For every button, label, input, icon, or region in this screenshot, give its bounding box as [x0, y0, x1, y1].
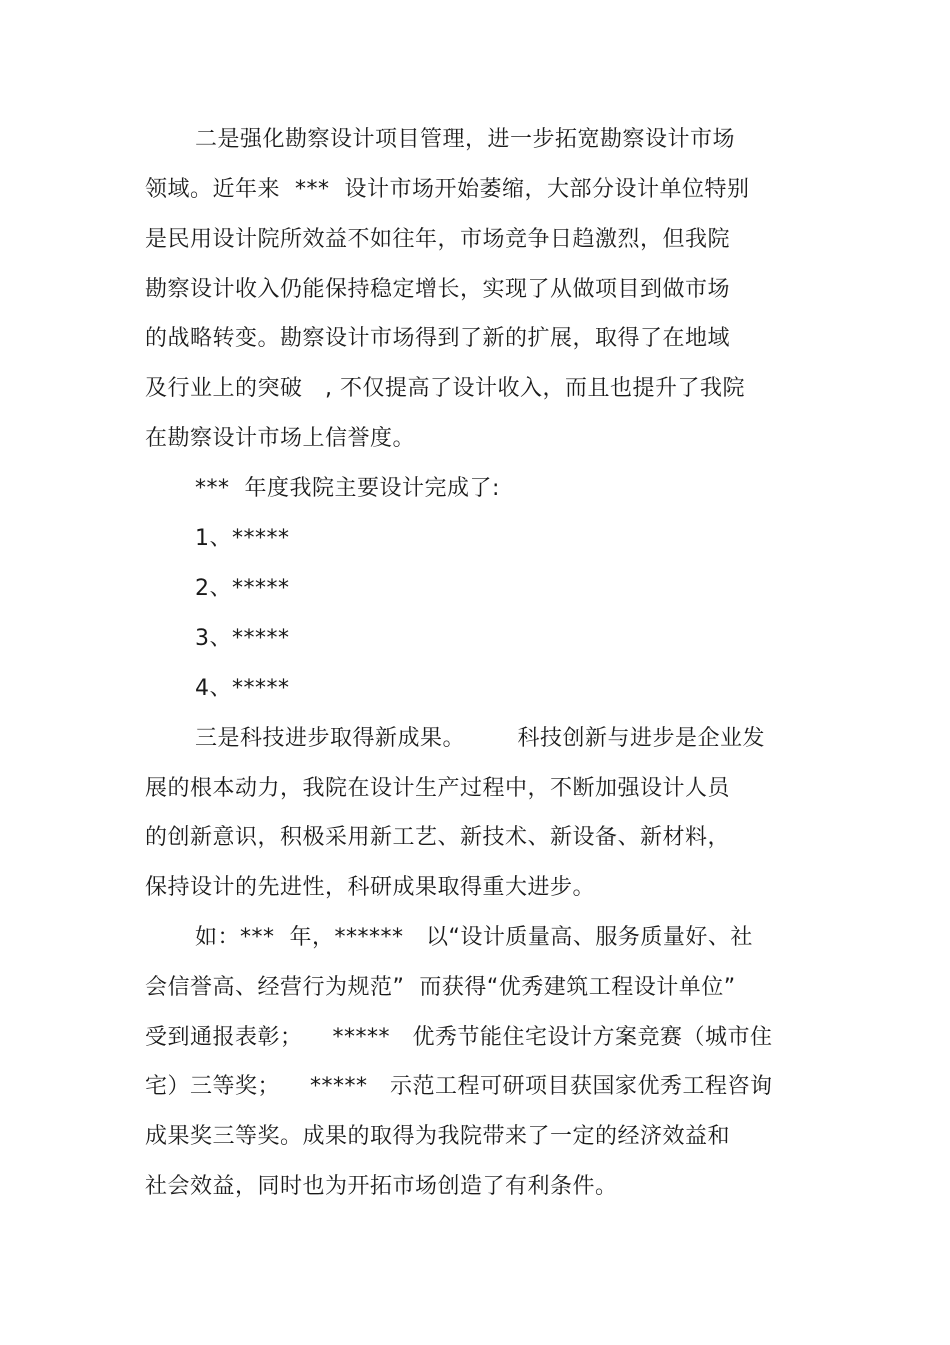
paragraph-2-line-5: 的战略转变。勘察设计市场得到了新的扩展，取得了在地域: [145, 326, 731, 351]
list-item: 3、*****: [195, 626, 290, 651]
paragraph-3-line-1: 三是科技进步取得新成果。 科技创新与进步是企业发: [195, 726, 765, 751]
paragraph-2-line-3: 是民用设计院所效益不如往年，市场竞争日趋激烈，但我院: [145, 227, 731, 252]
list-item: 2、*****: [195, 576, 290, 601]
paragraph-3-line-3: 的创新意识，积极采用新工艺、新技术、新设备、新材料，: [145, 825, 731, 850]
paragraph-2-line-2: 领域。近年来 *** 设计市场开始萎缩，大部分设计单位特别: [145, 177, 750, 202]
paragraph-4-line-3: 受到通报表彰； ***** 优秀节能住宅设计方案竞赛（城市住: [145, 1025, 773, 1050]
list-item: 4、*****: [195, 676, 290, 701]
paragraph-3-line-2: 展的根本动力，我院在设计生产过程中，不断加强设计人员: [145, 776, 731, 801]
completed-intro: *** 年度我院主要设计完成了:: [195, 476, 500, 501]
paragraph-4-line-2: 会信誉高、经营行为规范” 而获得“优秀建筑工程设计单位”: [145, 975, 736, 1000]
paragraph-2-line-6: 及行业上的突破 , 不仅提高了设计收入，而且也提升了我院: [145, 376, 745, 401]
paragraph-4-line-5: 成果奖三等奖。成果的取得为我院带来了一定的经济效益和: [145, 1124, 731, 1149]
paragraph-4-line-6: 社会效益，同时也为开拓市场创造了有利条件。: [145, 1174, 618, 1199]
paragraph-3-line-4: 保持设计的先进性，科研成果取得重大进步。: [145, 875, 596, 900]
paragraph-4-line-1: 如：*** 年，****** 以“设计质量高、服务质量好、社: [195, 925, 753, 950]
paragraph-2-line-4: 勘察设计收入仍能保持稳定增长，实现了从做项目到做市场: [145, 277, 731, 302]
paragraph-2-line-7: 在勘察设计市场上信誉度。: [145, 426, 416, 451]
paragraph-2-line-1: 二是强化勘察设计项目管理，进一步拓宽勘察设计市场: [195, 127, 736, 152]
paragraph-4-line-4: 宅）三等奖； ***** 示范工程可研项目获国家优秀工程咨询: [145, 1074, 773, 1099]
list-item: 1、*****: [195, 526, 290, 551]
